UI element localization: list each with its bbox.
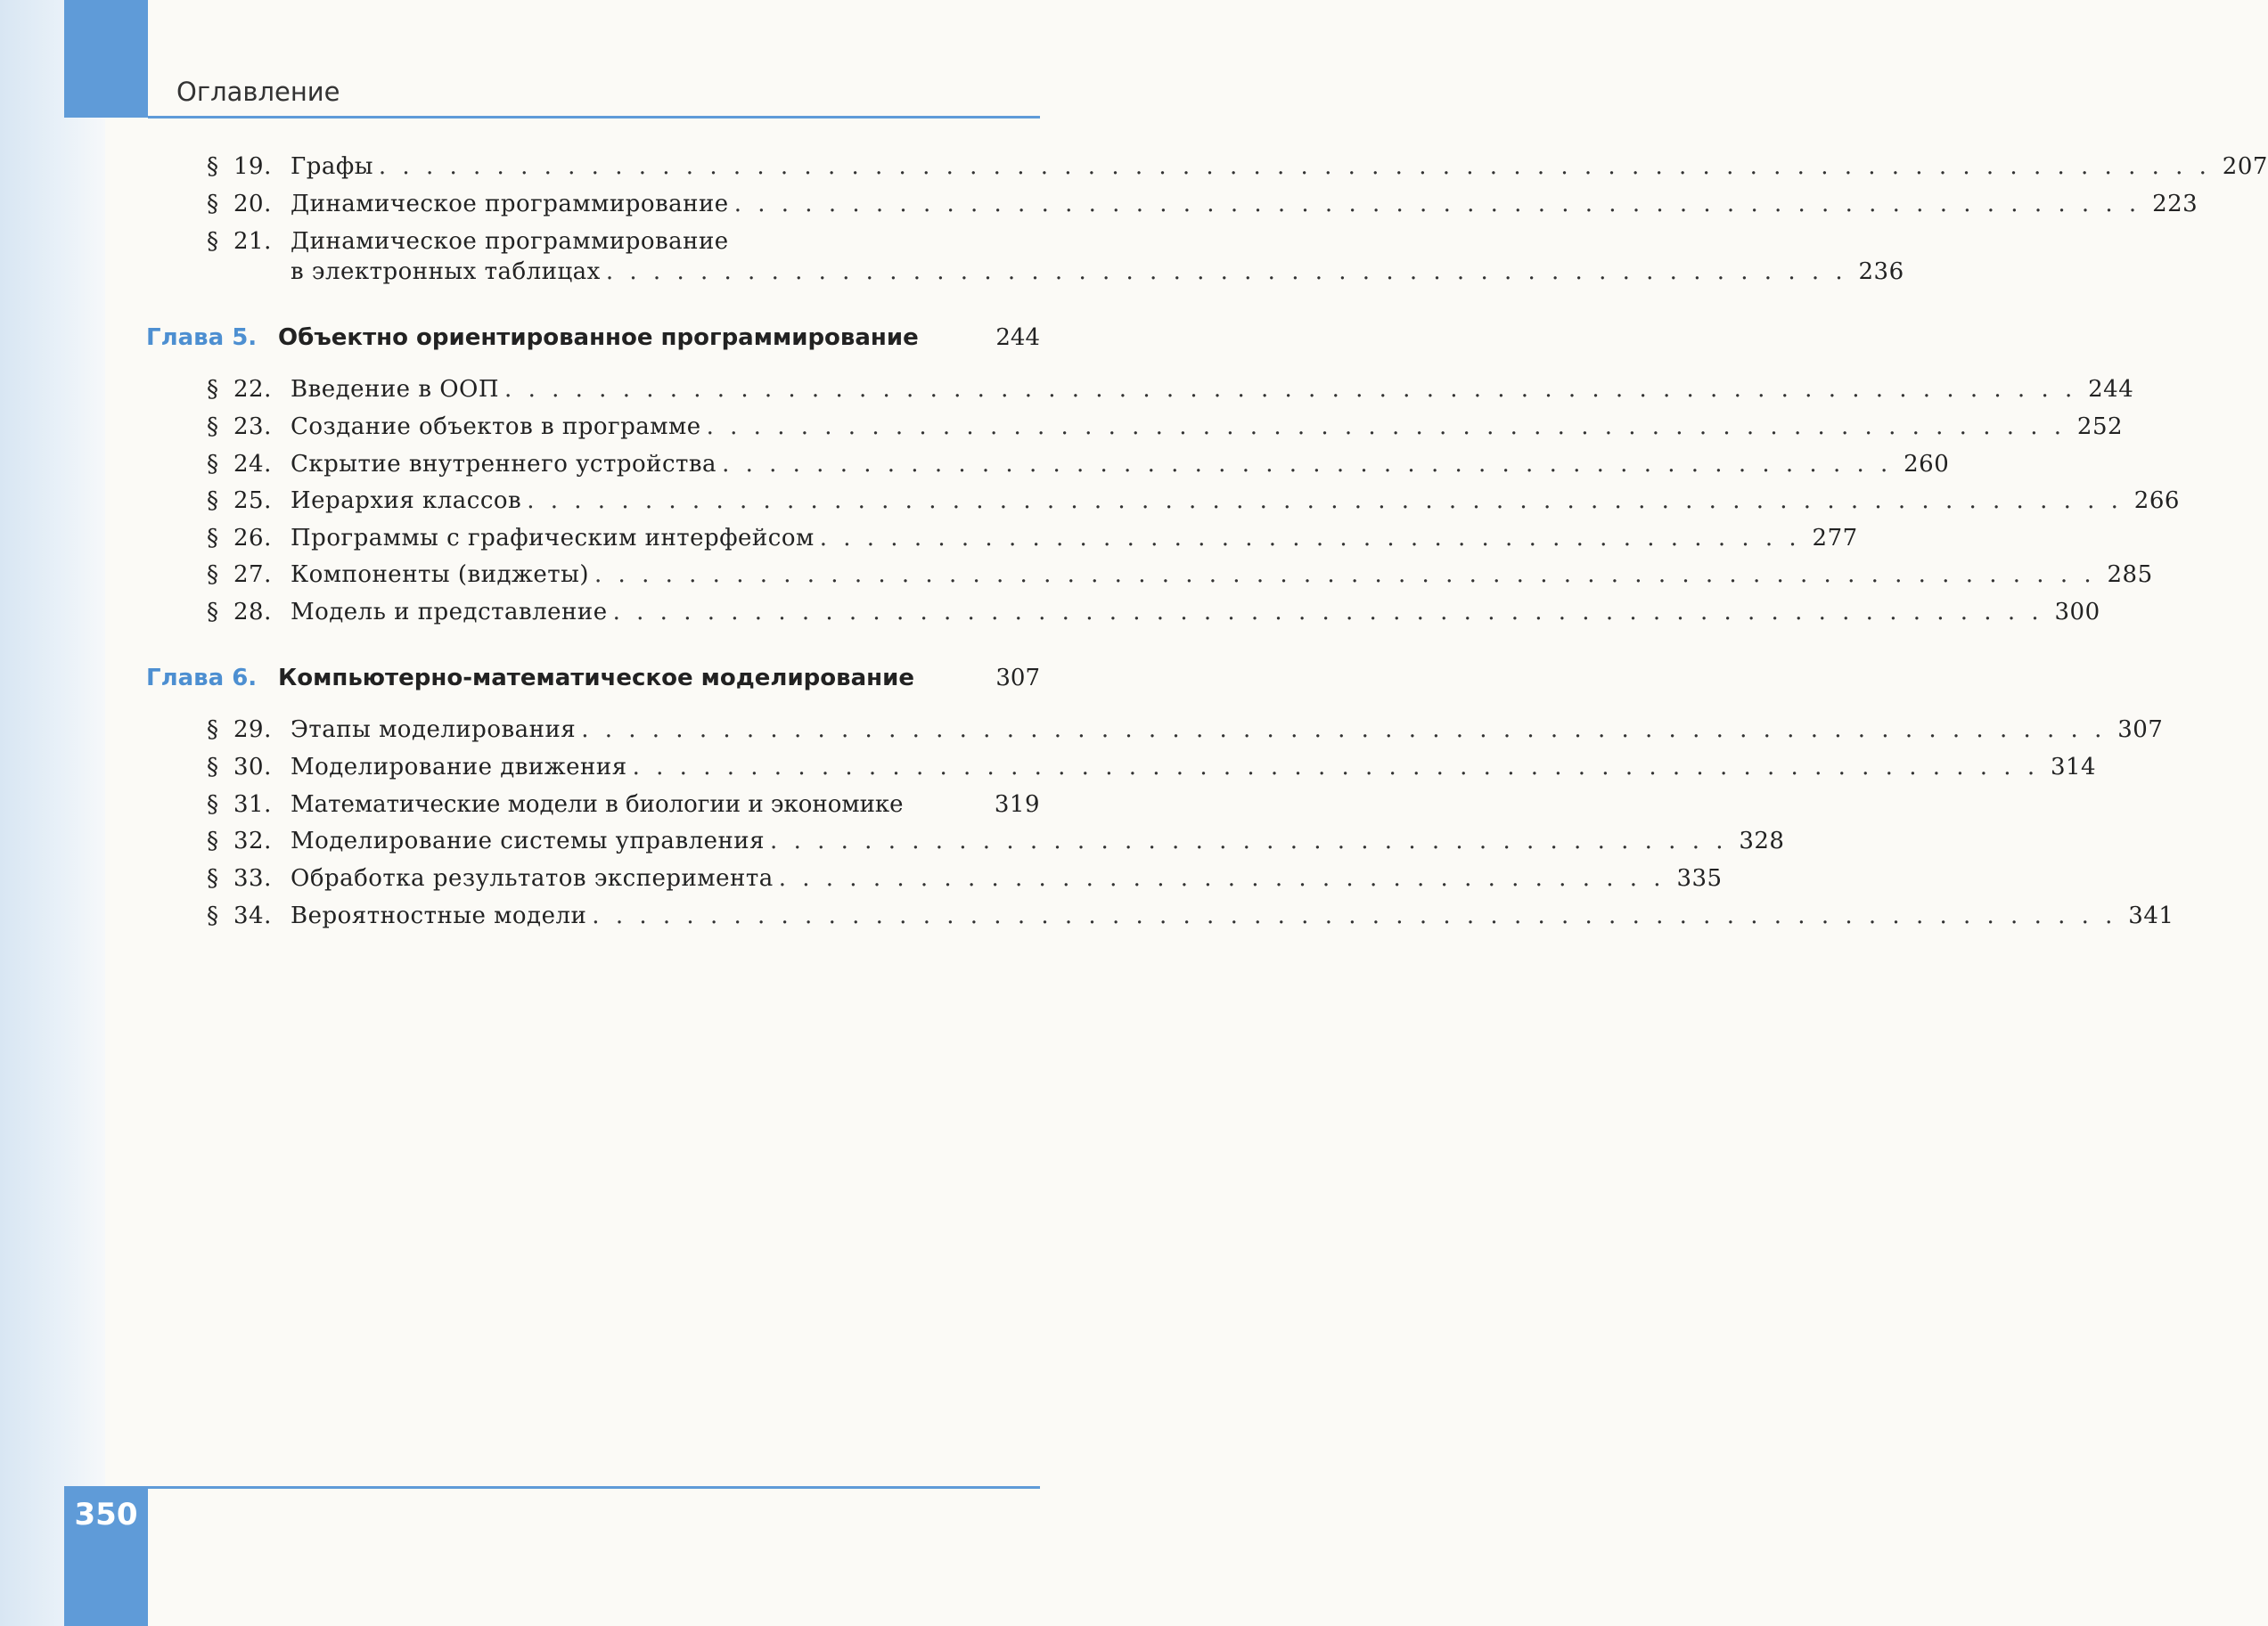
page-ref: 300 xyxy=(2054,599,2100,625)
leader-dots: . . . . . . . . . . . . . . . . . . . . . . . . . . . . . . . . . . . . . . . . . . . . . . . . . . . . . . . . . . . . . . . . . xyxy=(581,716,2107,743)
section-number: 31. xyxy=(233,791,272,818)
page-ref: 335 xyxy=(1676,865,1723,892)
section-title: Математические модели в биологии и экономике xyxy=(291,791,904,818)
leader-dots: . . . . . . . . . . . . . . . . . . . . . . . . . . . . . . . . . . . . . . . . . . . . . . . . . . . . . . . . . . . . . . . . . xyxy=(592,903,2117,929)
leader-dots: . . . . . . . . . . . . . . . . . . . . . . . . . . . . . . . . . . . . . . . . . . . . . . . . . . . . . . . . . . . . xyxy=(733,191,2141,217)
section-sign: § xyxy=(207,191,219,217)
section-number: 23. xyxy=(233,413,272,440)
section-title-line1: Динамическое программирование xyxy=(291,228,729,255)
section-number: 25. xyxy=(233,487,272,514)
section-number: 21. xyxy=(233,228,272,255)
chapter-label: Глава 6. xyxy=(146,665,258,691)
running-header: Оглавление xyxy=(176,77,340,107)
toc-entry[interactable] xyxy=(207,412,2124,442)
page-ref: 319 xyxy=(994,791,1040,818)
section-number: 24. xyxy=(233,451,272,478)
page-ref: 307 xyxy=(2117,716,2164,743)
section-sign: § xyxy=(207,487,219,514)
page-ref: 252 xyxy=(2076,413,2124,440)
page-ref: 285 xyxy=(2107,561,2153,588)
leader-dots: . . . . . . . . . . . . . . . . . . . . . . . . . . . . . . . . . . . . . . xyxy=(778,865,1666,892)
section-title: Программы с графическим интерфейсом xyxy=(291,525,815,552)
chapter-title: Объектно ориентированное программирование xyxy=(278,324,919,351)
section-title: Динамическое программирование xyxy=(291,191,729,217)
toc-entry[interactable] xyxy=(207,715,2164,745)
section-title: Иерархия классов xyxy=(291,487,522,514)
section-number: 26. xyxy=(233,525,272,552)
page-ref: 260 xyxy=(1904,451,1950,478)
section-sign: § xyxy=(207,828,219,854)
toc-entry[interactable] xyxy=(207,486,2180,516)
leader-dots: . . . . . . . . . . . . . . . . . . . . . . . . . . . . . . . . . . . . . . . . . . . . . . . . . . . . . . . . . . . . . . . . . . . . xyxy=(527,487,2123,514)
section-title: Этапы моделирования xyxy=(291,716,577,743)
toc-entry[interactable] xyxy=(207,752,2097,782)
page-ref: 223 xyxy=(2152,191,2198,217)
leader-dots: . . . . . . . . . . . . . . . . . . . . . . . . . . . . . . . . . . . . . . . . . . xyxy=(819,525,1801,552)
section-sign: § xyxy=(207,561,219,588)
section-number: 20. xyxy=(233,191,272,217)
section-sign: § xyxy=(207,451,219,478)
section-sign: § xyxy=(207,599,219,625)
toc-entry[interactable] xyxy=(207,374,2134,404)
section-title: Графы xyxy=(291,153,373,180)
section-sign: § xyxy=(207,525,219,552)
section-sign: § xyxy=(207,716,219,743)
section-number: 34. xyxy=(233,903,272,929)
page-ref: 277 xyxy=(1812,525,1858,552)
section-title-line2: в электронных таблицах xyxy=(291,258,601,285)
section-sign: § xyxy=(207,413,219,440)
margin-strip xyxy=(0,0,105,1626)
section-sign: § xyxy=(207,865,219,892)
section-title-row2 xyxy=(291,257,1904,287)
page-ref: 207 xyxy=(2222,153,2268,180)
page-ref: 341 xyxy=(2128,903,2174,929)
toc-entry[interactable] xyxy=(207,597,2100,627)
header-tab xyxy=(64,0,148,118)
section-title: Моделирование системы управления xyxy=(291,828,766,854)
section-title: Введение в ООП xyxy=(291,376,500,403)
section-number: 29. xyxy=(233,716,272,743)
toc-entry[interactable] xyxy=(207,560,2153,590)
section-title: Создание объектов в программе xyxy=(291,413,701,440)
leader-dots: . . . . . . . . . . . . . . . . . . . . . . . . . . . . . . . . . . . . . . . . . . . . . . . . . . . . . . . . . . . . . . . . . . . . . . . . . . . . . . xyxy=(378,153,2211,180)
leader-dots: . . . . . . . . . . . . . . . . . . . . . . . . . . . . . . . . . . . . . . . . . . . . . . . . . . . . . . . . . . . . . xyxy=(612,599,2043,625)
section-sign: § xyxy=(207,228,219,255)
section-title: Обработка результатов эксперимента xyxy=(291,865,774,892)
header-rule xyxy=(148,116,1040,118)
chapter-heading[interactable] xyxy=(146,663,1040,693)
section-sign: § xyxy=(207,903,219,929)
section-number: 27. xyxy=(233,561,272,588)
toc-entry[interactable] xyxy=(207,789,1040,820)
chapter-label: Глава 5. xyxy=(146,324,258,351)
section-sign: § xyxy=(207,153,219,180)
page-ref: 314 xyxy=(2050,754,2097,780)
footer-rule xyxy=(148,1486,1040,1489)
toc-entry[interactable] xyxy=(207,226,1904,287)
toc-entry[interactable] xyxy=(207,901,2174,931)
section-number: 33. xyxy=(233,865,272,892)
section-number: 19. xyxy=(233,153,272,180)
section-title: Модель и представление xyxy=(291,599,608,625)
leader-dots: . . . . . . . . . . . . . . . . . . . . . . . . . . . . . . . . . . . . . . . . . . . . . . . . . . . . . . . . . . xyxy=(706,413,2067,440)
section-title: Скрытие внутреннего устройства xyxy=(291,451,717,478)
page-ref: 307 xyxy=(995,665,1040,691)
section-title: Моделирование движения xyxy=(291,754,627,780)
section-title-block xyxy=(280,226,1904,287)
page-ref: 244 xyxy=(995,324,1040,351)
toc-entry[interactable] xyxy=(207,523,1858,553)
section-sign: § xyxy=(207,754,219,780)
page-ref: 244 xyxy=(2088,376,2134,403)
page-ref: 328 xyxy=(1739,828,1785,854)
toc-entry[interactable] xyxy=(207,826,1785,856)
leader-dots: . . . . . . . . . . . . . . . . . . . . . . . . . . . . . . . . . . . . . . . . . xyxy=(770,828,1728,854)
section-number: 32. xyxy=(233,828,272,854)
toc-entry[interactable] xyxy=(207,189,2198,219)
section-sign: § xyxy=(207,376,219,403)
section-number: 30. xyxy=(233,754,272,780)
section-sign: § xyxy=(207,791,219,818)
leader-dots: . . . . . . . . . . . . . . . . . . . . . . . . . . . . . . . . . . . . . . . . . . . . . . . . . . . . . . . . . . . . xyxy=(632,754,2040,780)
leader-dots: . . . . . . . . . . . . . . . . . . . . . . . . . . . . . . . . . . . . . . . . . . . . . . . . . . . . . . . . . . . . . . . . xyxy=(594,561,2096,588)
toc-entry[interactable] xyxy=(207,863,1723,894)
section-number: 22. xyxy=(233,376,272,403)
section-title: Вероятностные модели xyxy=(291,903,587,929)
section-number: 28. xyxy=(233,599,272,625)
toc-entry[interactable] xyxy=(207,449,1950,479)
chapter-heading[interactable] xyxy=(146,323,1040,353)
page-ref: 236 xyxy=(1858,258,1904,285)
page-ref: 266 xyxy=(2133,487,2180,514)
section-title: Компоненты (виджеты) xyxy=(291,561,590,588)
leader-dots: . . . . . . . . . . . . . . . . . . . . . . . . . . . . . . . . . . . . . . . . . . . . . . . . . . . . . xyxy=(605,258,1847,285)
page-number: 350 xyxy=(74,1497,138,1532)
toc-entry[interactable] xyxy=(207,151,2268,182)
chapter-title: Компьютерно-математическое моделирование xyxy=(278,665,914,691)
leader-dots: . . . . . . . . . . . . . . . . . . . . . . . . . . . . . . . . . . . . . . . . . . . . . . . . . . . . . . . . . . . . . . . . . . . xyxy=(504,376,2077,403)
leader-dots: . . . . . . . . . . . . . . . . . . . . . . . . . . . . . . . . . . . . . . . . . . . . . . . . . . xyxy=(722,451,1893,478)
